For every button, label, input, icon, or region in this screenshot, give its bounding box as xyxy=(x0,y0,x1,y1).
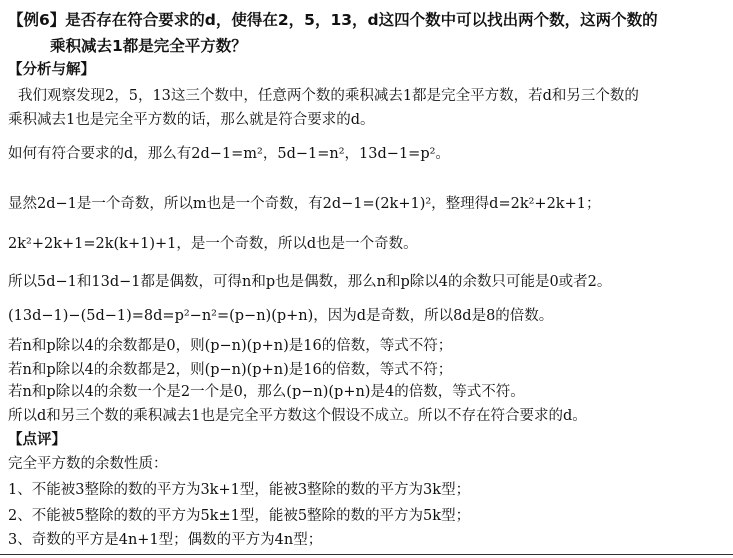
analysis-line: 所以d和另三个数的乘积减去1也是完全平方数这个假设不成立。所以不存在符合要求的d。 xyxy=(8,408,587,424)
analysis-line: 2k²+2k+1=2k(k+1)+1，是一个奇数，所以d也是一个奇数。 xyxy=(8,236,418,252)
comment-heading: 【点评】 xyxy=(8,431,66,448)
analysis-line: 所以5d−1和13d−1都是偶数，可得n和p也是偶数，那么n和p除以4的余数只可能是0或者2。 xyxy=(8,274,612,290)
analysis-line: 乘积减去1也是完全平方数的话，那么就是符合要求的d。 xyxy=(8,112,375,128)
analysis-line: 若n和p除以4的余数都是2，则(p−n)(p+n)是16的倍数，等式不符； xyxy=(8,362,453,378)
analysis-heading: 【分析与解】 xyxy=(8,61,95,78)
analysis-line: 显然2d−1是一个奇数，所以m也是一个奇数，有2d−1=(2k+1)²，整理得d=2k²+2k+1； xyxy=(8,196,601,212)
problem-line-1: 是否存在符合要求的d，使得在2，5，13，d这四个数中可以找出两个数，这两个数的 xyxy=(65,11,658,29)
analysis-line: (13d−1)−(5d−1)=8d=p²−n²=(p−n)(p+n)，因为d是奇数，所以8d是8的倍数。 xyxy=(8,308,554,324)
comment-line: 2、不能被5整除的数的平方为5k±1型，能被5整除的数的平方为5k型； xyxy=(8,508,471,524)
analysis-line: 如何有符合要求的d，那么有2d−1=m²，5d−1=n²，13d−1=p²。 xyxy=(8,146,450,162)
analysis-line: 我们观察发现2，5，13这三个数中，任意两个数的乘积减去1都是完全平方数，若d和另三个数的 xyxy=(18,88,639,104)
problem-line-2: 乘积减去1都是完全平方数？ xyxy=(50,37,247,55)
comment-line: 3、奇数的平方是4n+1型；偶数的平方为4n型； xyxy=(8,532,323,548)
page-bottom-rule xyxy=(0,554,733,555)
analysis-line: 若n和p除以4的余数一个是2一个是0，那么(p−n)(p+n)是4的倍数，等式不符。 xyxy=(8,384,525,400)
problem-label: 【例6】 xyxy=(8,11,66,29)
comment-line: 完全平方数的余数性质： xyxy=(8,456,168,472)
analysis-line: 若n和p除以4的余数都是0，则(p−n)(p+n)是16的倍数，等式不符； xyxy=(8,338,453,354)
comment-line: 1、不能被3整除的数的平方为3k+1型，能被3整除的数的平方为3k型； xyxy=(8,482,471,498)
